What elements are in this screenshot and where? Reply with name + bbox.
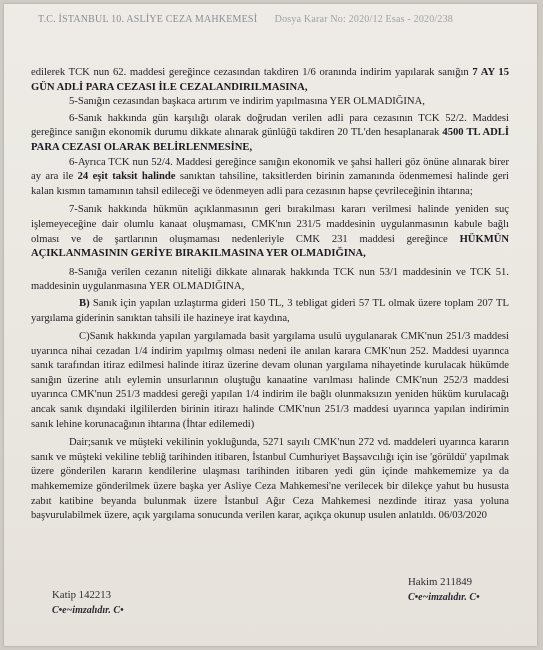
document-page: [4, 4, 537, 646]
clerk-signature: [52, 589, 124, 616]
sentence-bold: 7 AY 15 GÜN ADLİ PARA CEZASI İLE CEZALANDIRILMASINA,: [31, 67, 509, 93]
paragraph-b: B) Sanık için yapılan uzlaştırma gideri 150 TL, 3 tebligat gideri 57 TL olmak üzere toplam 207 TL yargılama giderinin sanıktan tahsili ile hazineye irat kaydına,: [31, 297, 509, 324]
paragraph-dair: Dair;sanık ve müşteki vekilinin yokluğunda, 5271 sayılı CMK'nun 272 vd. maddeleri uyarınca kararın sanık ve müşteki vekiline tebliğ tarihinden itibaren, İstanbul Cumhuriyet Başsavcılığı için ise 'görüldü' yapılmak üzere gönderilen kararın kendilerine ulaşması tarihinden itibaren yedi gün içinde mahkememize ya da mahkememize gönderilmek üzere başka yer Asliye Ceza Mahkemesi'ne verilecek bir dilekçe yahut bu hususta zabıt katibine beyanda bulunmak üzere İstanbul Ağır Ceza Mahkemesi nezdinde itiraz yasa yoluna başvurulabilmek üzere, açık yargılama sonucunda verilen karar, açıkça okunup usulen anlatıldı. 06/03/2020: [31, 437, 509, 522]
clerk-name: Katip 142213: [52, 589, 112, 601]
court-header: [38, 14, 517, 25]
judge-signature: [408, 576, 480, 603]
paragraph-c: C)Sanık hakkında yapılan yargılamada basit yargılama usulü uygulanarak CMK'nun 251/3 maddesi uyarınca nihai cezadan 1/4 indirim yapılmış olması nedeni ile anılan karara CMK'nun 252. Maddesi uyarınca sanık tarafından itiraz edilmesi halinde itiraz üzerine devam olunan yargılama nihayetinde kurulacak hükümde sanığın üzerine atılı eylemin unsurlarının oluştuğu kanaatine varılması halinde CMK'nun 252/3 maddesi uyarınca CMK'nun 251/3 maddesi gereği yapılan 1/4 indirim ile bağlı olunmaksızın yeniden hüküm kurulacağı ancak sanık dışındaki ilgililerden birinin itirazı halinde CMK'nun 251/3 maddesi uyarınca yapılan indirimin sanık lehine korunacağının ihtarına (İhtar edilemedi): [31, 331, 509, 430]
deferral-bold: HÜKMÜN AÇIKLANMASININ GERİYE BIRAKILMASINA YER OLMADIĞINA,: [31, 233, 509, 260]
paragraph-7: 7-Sanık hakkında hükmün açıklanmasının geri bırakılması kararı verilmesi halinde yeniden suç işlemeyeceğine dair olumlu kanaat oluşmaması, CMK'nın 231/5 maddesinin uygulanmasının kabule bağlı olması ve de şartlarının oluşmaması nedenleriyle CMK 231 maddesi gereğince HÜKMÜN AÇIKLANMASININ GERİYE BIRAKILMASINA YER OLMADIĞINA,: [31, 204, 509, 260]
paragraph-6: 6-Sanık hakkında gün karşılığı olarak doğrudan verilen adli para cezasının TCK 52/2. Maddesi gereğince sanığın ekonomik durumu dikkate alınarak günlüğü takdiren 20 TL'den hesaplanarak 4500 TL ADLİ PARA CEZASI OLARAK BELİRLENMESİNE,: [31, 112, 509, 153]
clerk-esign-note: C•e~imzalıdır. C•: [52, 605, 124, 616]
paragraph-8: 8-Sanığa verilen cezanın niteliği dikkate alınarak hakkında TCK nun 53/1 maddesinin ve TCK 51. maddesinin uygulanmasına YER OLMADIĞINA,: [31, 266, 509, 293]
paragraph-5: 5-Sanığın cezasından başkaca artırım ve indirim yapılmasına YER OLMADIĞINA,: [69, 96, 425, 108]
judge-esign-note: C•e~imzalıdır. C•: [408, 592, 480, 603]
fine-bold: 4500 TL ADLİ PARA CEZASI OLARAK BELİRLENMESİNE,: [31, 127, 509, 153]
section-b-label: B): [79, 297, 90, 309]
verdict-body: [31, 66, 509, 524]
paragraph-6-installments: 6-Ayrıca TCK nun 52/4. Maddesi gereğince sanığın ekonomik ve şahsi halleri göz önüne alınarak birer ay ara ile 24 eşit taksit halinde sanıktan tahsiline, taksitlerden birinin zamanında ödenmemesi halinde geri kalan kısmın tamamının tahsil edileceği ve ödenmeyen adli para cezasının hapse çevrileceğinin ihtarına;: [31, 156, 509, 197]
installments-bold: 24 eşit taksit halinde: [77, 171, 176, 183]
court-name: T.C. İSTANBUL 10. ASLİYE CEZA MAHKEMESİ: [38, 14, 258, 25]
paragraph-4-tail: edilerek TCK nun 62. maddesi gereğince cezasından takdiren 1/6 oranında indirim yapılarak sanığın 7 AY 15 GÜN ADLİ PARA CEZASI İLE CEZALANDIRILMASINA,: [31, 67, 509, 93]
file-number: Dosya Karar No: 2020/12 Esas - 2020/238: [274, 14, 453, 25]
judge-name: Hakim 211849: [408, 576, 473, 588]
